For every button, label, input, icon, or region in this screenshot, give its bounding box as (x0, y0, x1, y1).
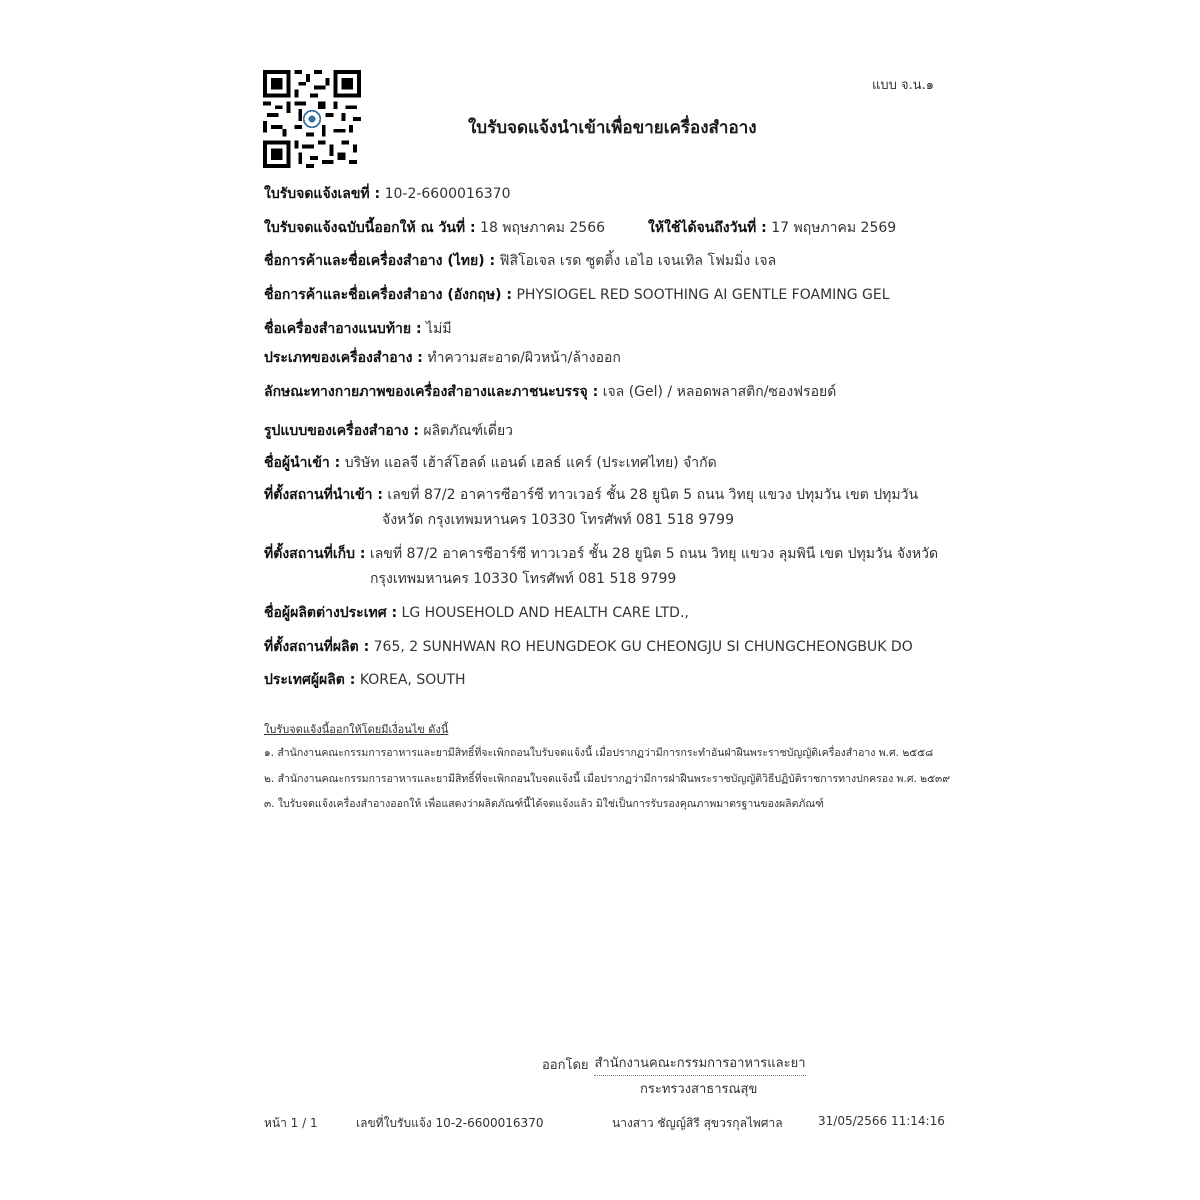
importer-row (264, 453, 717, 473)
format-row (264, 421, 513, 441)
importer-value: บริษัท แอลจี เฮ้าส์โฮลด์ แอนด์ เฮลธ์ แคร์ (ประเทศไทย) จำกัด (344, 455, 717, 471)
foreign-manufacturer-row (264, 603, 689, 623)
officer-name: นางสาว ชัญญ์สิรี สุขวรกุลไพศาล (612, 1116, 783, 1130)
importer-label: ชื่อผู้นำเข้า : (264, 455, 341, 471)
manufacturer-country-value: KOREA, SOUTH (359, 672, 466, 688)
issued-date-label: ใบรับจดแจ้งฉบับนี้ออกให้ ณ วันที่ : (264, 220, 476, 236)
manufacture-location-label: ที่ตั้งสถานที่ผลิต : (264, 639, 370, 655)
attached-name-label: ชื่อเครื่องสำอางแนบท้าย : (264, 321, 422, 337)
import-location-line2: จังหวัด กรุงเทพมหานคร 10330 โทรศัพท์ 081 518 9799 (382, 512, 734, 528)
receipt-no-row (264, 184, 510, 204)
condition-item: ๓. ใบรับจดแจ้งเครื่องสำอางออกให้ เพื่อแสดงว่าผลิตภัณฑ์นี้ได้จดแจ้งแล้ว มิใช่เป็นการรับรองคุณภาพมาตรฐานของผลิตภัณฑ์ (264, 798, 824, 810)
category-value: ทำความสะอาด/ผิวหน้า/ล้างออก (427, 350, 621, 366)
receipt-no-value: 10-2-6600016370 (384, 186, 511, 202)
conditions-heading: ใบรับจดแจ้งนี้ออกให้โดยมีเงื่อนไข ดังนี้ (264, 723, 449, 736)
manufacturer-country-label: ประเทศผู้ผลิต : (264, 672, 356, 688)
physical-value: เจล (Gel) / หลอดพลาสติก/ซองฟรอยด์ (602, 384, 837, 400)
valid-until-value: 17 พฤษภาคม 2569 (771, 220, 897, 236)
condition-item: ๒. สำนักงานคณะกรรมการอาหารและยามีสิทธิ์ที่จะเพิกถอนใบจดแจ้งนี้ เมื่อปรากฏว่ามีการฝ่าฝืนพระราชบัญญัติวิธีปฏิบัติราชการทางปกครอง พ.ศ. ๒๕๓๙ (264, 773, 950, 785)
issued-by-label: ออกโดย (542, 1058, 589, 1073)
qr-code (263, 70, 361, 168)
manufacturer-country-row (264, 670, 466, 690)
attached-name-value: ไม่มี (426, 321, 452, 337)
name-thai-value: ฟิสิโอเจล เรด ซูตติ้ง เอไอ เจนเทิล โฟมมิ่ง เจล (499, 253, 777, 269)
manufacture-location-value: 765, 2 SUNHWAN RO HEUNGDEOK GU CHEONGJU SI CHUNGCHEONGBUK DO (373, 639, 913, 655)
foreign-manufacturer-label: ชื่อผู้ผลิตต่างประเทศ : (264, 605, 398, 621)
attached-name-row (264, 319, 452, 339)
receipt-no-label: ใบรับจดแจ้งเลขที่ : (264, 186, 381, 202)
page-number: หน้า 1 / 1 (264, 1116, 318, 1130)
name-english-value: PHYSIOGEL RED SOOTHING AI GENTLE FOAMING GEL (516, 287, 890, 303)
issuer-name: สำนักงานคณะกรรมการอาหารและยา (594, 1052, 806, 1076)
print-timestamp: 31/05/2566 11:14:16 (818, 1114, 945, 1128)
valid-until-row (648, 218, 896, 238)
footer-receipt-ref: เลขที่ใบรับแจ้ง 10-2-6600016370 (356, 1116, 544, 1130)
manufacture-location-row (264, 637, 913, 657)
import-location-label: ที่ตั้งสถานที่นำเข้า : (264, 487, 383, 503)
form-code: แบบ จ.น.๑ (872, 78, 935, 93)
issued-date-row (264, 218, 605, 238)
name-english-label: ชื่อการค้าและชื่อเครื่องสำอาง (อังกฤษ) : (264, 287, 513, 303)
format-value: ผลิตภัณฑ์เดี่ยว (423, 423, 514, 439)
import-location-line1: เลขที่ 87/2 อาคารซีอาร์ซี ทาวเวอร์ ชั้น 28 ยูนิต 5 ถนน วิทยุ แขวง ปทุมวัน เขต ปทุมวัน (387, 487, 919, 503)
name-english-row (264, 285, 890, 305)
issued-date-value: 18 พฤษภาคม 2566 (480, 220, 606, 236)
format-label: รูปแบบของเครื่องสำอาง : (264, 423, 419, 439)
valid-until-label: ให้ใช้ได้จนถึงวันที่ : (648, 220, 767, 236)
physical-label: ลักษณะทางกายภาพของเครื่องสำอางและภาชนะบรรจุ : (264, 384, 599, 400)
storage-location-line1: เลขที่ 87/2 อาคารซีอาร์ซี ทาวเวอร์ ชั้น 28 ยูนิต 5 ถนน วิทยุ แขวง ลุมพินี เขต ปทุมวัน จังหวัด (369, 546, 939, 562)
foreign-manufacturer-value: LG HOUSEHOLD AND HEALTH CARE LTD., (401, 605, 689, 621)
name-thai-row (264, 251, 776, 271)
condition-item: ๑. สำนักงานคณะกรรมการอาหารและยามีสิทธิ์ที่จะเพิกถอนใบรับจดแจ้งนี้ เมื่อปรากฏว่ามีการกระทำอันฝ่าฝืนพระราชบัญญัติเครื่องสำอาง พ.ศ. ๒๕๕๘ (264, 747, 934, 759)
import-location-row (264, 485, 918, 505)
storage-location-row (264, 544, 938, 564)
name-thai-label: ชื่อการค้าและชื่อเครื่องสำอาง (ไทย) : (264, 253, 496, 269)
category-row (264, 348, 621, 368)
ministry-name: กระทรวงสาธารณสุข (640, 1082, 758, 1097)
storage-location-label: ที่ตั้งสถานที่เก็บ : (264, 546, 366, 562)
physical-row (264, 382, 836, 402)
storage-location-line2: กรุงเทพมหานคร 10330 โทรศัพท์ 081 518 9799 (370, 571, 677, 587)
document-title: ใบรับจดแจ้งนำเข้าเพื่อขายเครื่องสำอาง (468, 118, 757, 138)
category-label: ประเภทของเครื่องสำอาง : (264, 350, 423, 366)
